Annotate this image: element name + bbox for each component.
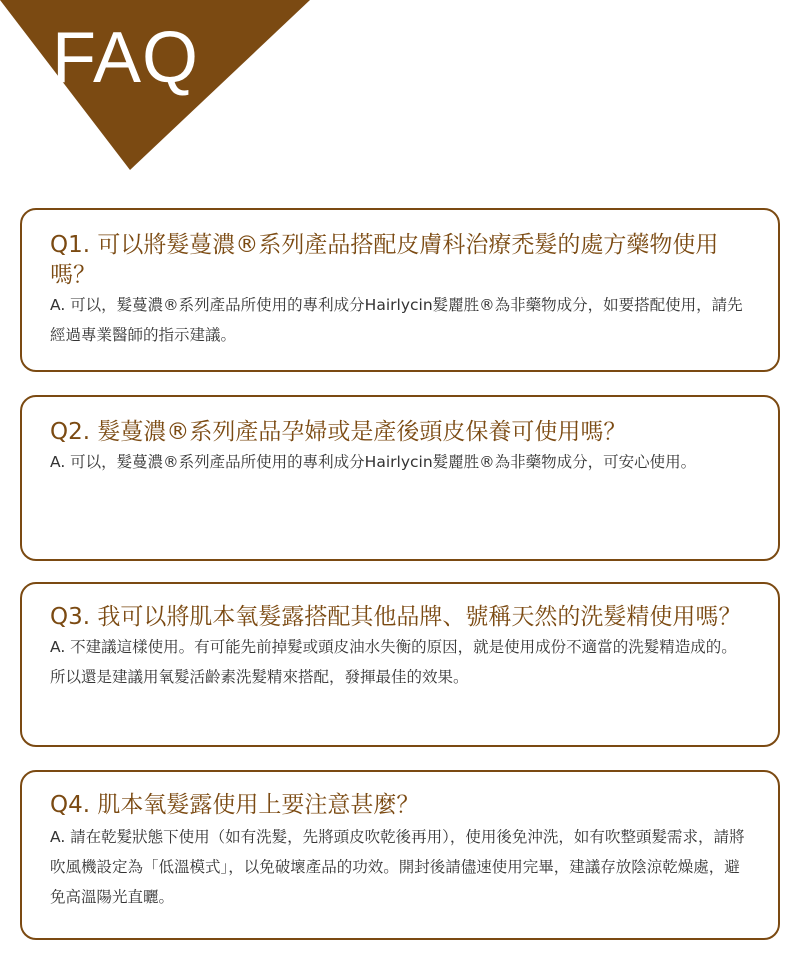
faq-item-1 (20, 208, 780, 372)
faq-question: Q1. 可以將髮蔓濃®系列產品搭配皮膚科治療禿髮的處方藥物使用嗎？ (50, 232, 719, 288)
faq-banner (0, 0, 310, 170)
faq-item-3 (20, 582, 780, 747)
page-title: FAQ (52, 18, 200, 98)
faq-answer: A. 不建議這樣使用。有可能先前掉髮或頭皮油水失衡的原因，就是使用成份不適當的洗髮精造成的。所以還是建議用氧髮活齡素洗髮精來搭配，發揮最佳的效果。 (50, 638, 737, 686)
faq-item-4 (20, 770, 780, 940)
faq-question: Q3. 我可以將肌本氧髮露搭配其他品牌、號稱天然的洗髮精使用嗎？ (50, 604, 742, 630)
faq-answer: A. 可以，髮蔓濃®系列產品所使用的專利成分Hairlycin髮麗胜®為非藥物成分，可安心使用。 (50, 453, 697, 471)
faq-question: Q2. 髮蔓濃®系列產品孕婦或是產後頭皮保養可使用嗎？ (50, 419, 627, 445)
faq-answer: A. 請在乾髮狀態下使用（如有洗髮，先將頭皮吹乾後再用），使用後免沖洗，如有吹整頭髮需求，請將吹風機設定為「低溫模式」，以免破壞產品的功效。開封後請儘速使用完畢，建議存放陰涼乾燥處，避免高溫陽光直曬。 (50, 828, 745, 906)
faq-item-2 (20, 395, 780, 561)
faq-answer: A. 可以，髮蔓濃®系列產品所使用的專利成分Hairlycin髮麗胜®為非藥物成分，如要搭配使用，請先經過專業醫師的指示建議。 (50, 296, 743, 344)
faq-question: Q4. 肌本氧髮露使用上要注意甚麼？ (50, 792, 420, 818)
